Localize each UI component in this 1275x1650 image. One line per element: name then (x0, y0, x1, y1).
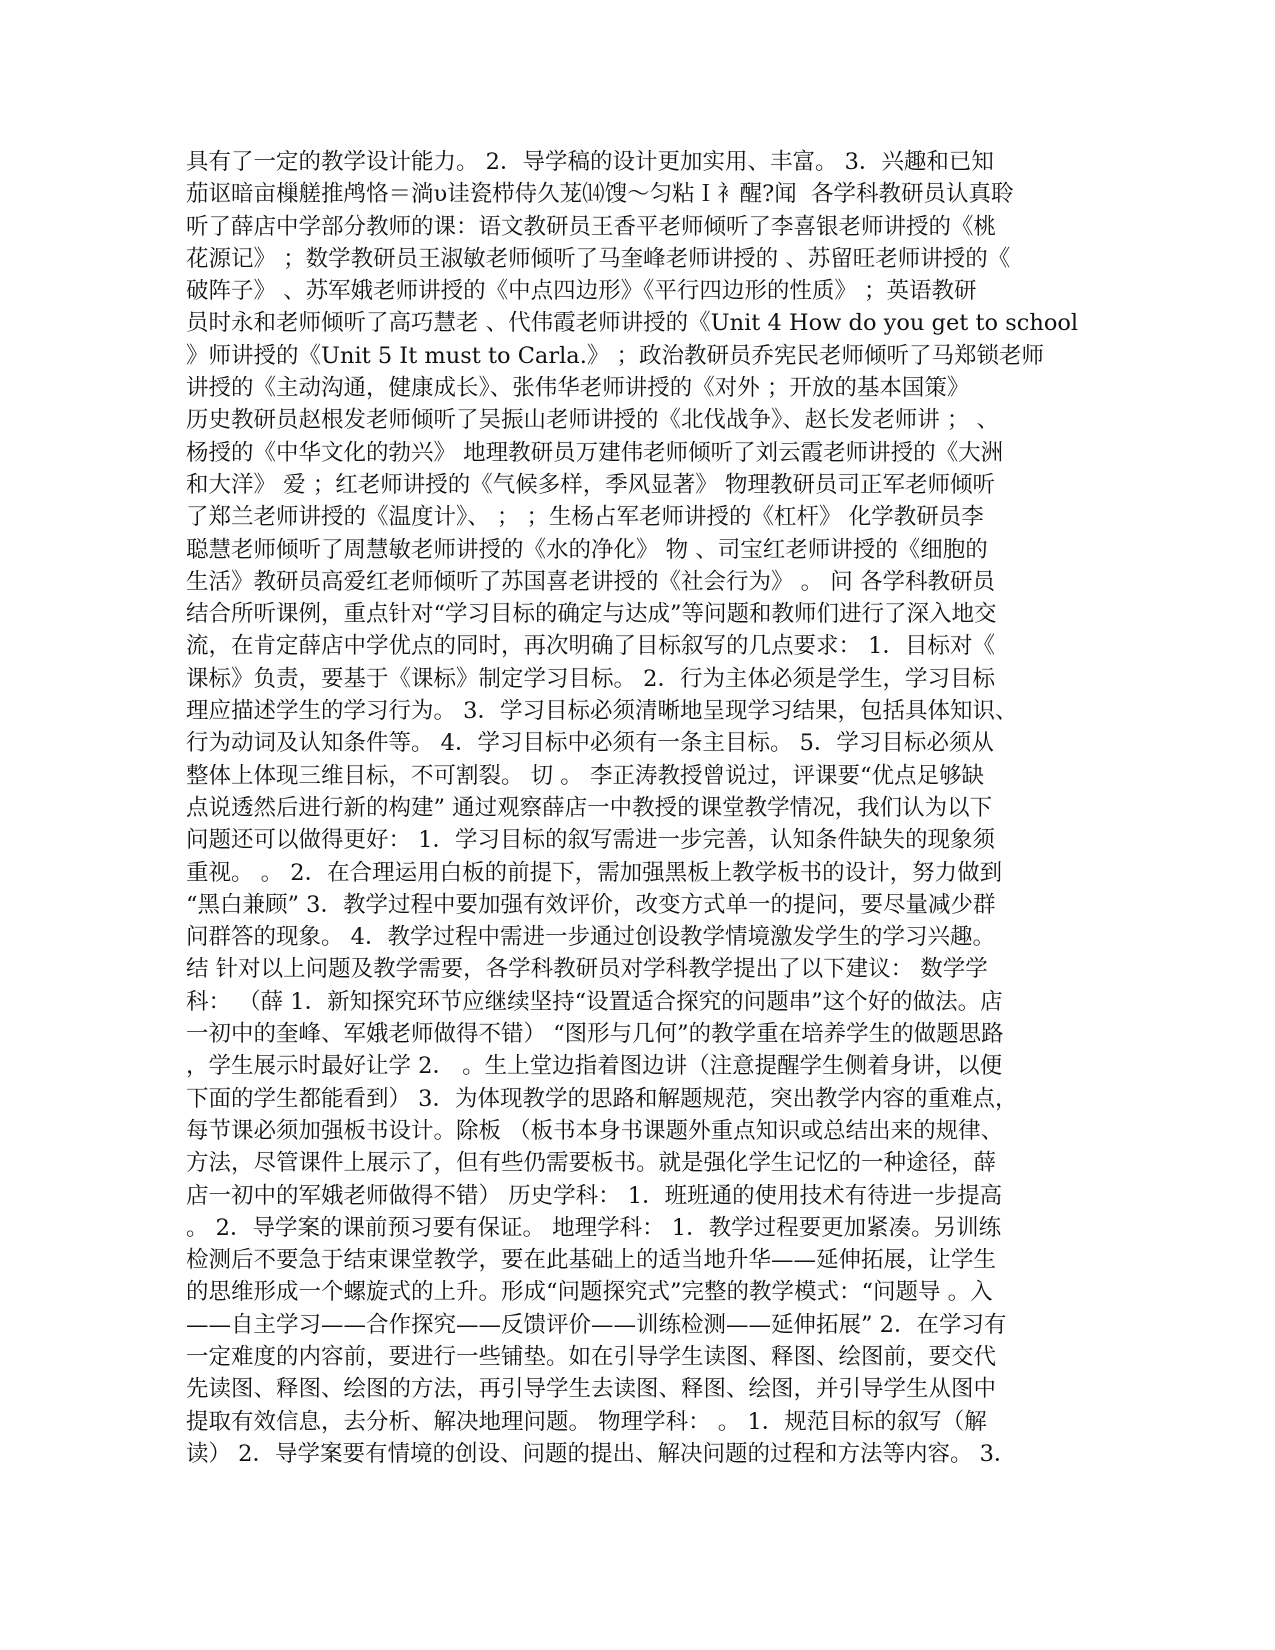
text-line: 一初中的奎峰、军娥老师做得不错） “图形与几何”的教学重在培养学生的做题思路 (186, 1021, 1004, 1048)
text-line: 行为动词及认知条件等。 4．学习目标中必须有一条主目标。 5．学习目标必须从 (186, 730, 994, 757)
text-line: 每节课必须加强板书设计。除板 （板书本身书课题外重点知识或总结出来的规律、 (186, 1117, 1004, 1144)
text-line: 的思维形成一个螺旋式的上升。形成“问题探究式”完整的教学模式：“问题导 。入 (186, 1279, 993, 1306)
text-line: 先读图、释图、绘图的方法，再引导学生去读图、释图、绘图，并引导学生从图中 (186, 1376, 997, 1403)
text-line: 结合所听课例，重点针对“学习目标的确定与达成”等问题和教师们进行了深入地交 (186, 601, 997, 628)
text-line: “黑白兼顾” 3．教学过程中要加强有效评价，改变方式单一的提问，要尽量减少群 (186, 891, 996, 918)
text-line: 理应描述学生的学习行为。 3．学习目标必须清晰地呈现学习结果，包括具体知识、 (186, 698, 1018, 725)
text-line: 具有了一定的教学设计能力。 2．导学稿的设计更加实用、丰富。 3．兴趣和已知 (186, 149, 994, 175)
text-line: 》师讲授的《Unit 5 It must to Carla.》 ；政治教研员乔宪民老师倾听了马郑锁老师 (186, 342, 1045, 369)
text-line: 课标》负责，要基于《课标》制定学习目标。 2．行为主体必须是学生，学习目标 (186, 665, 995, 692)
text-line: 下面的学生都能看到） 3．为体现教学的思路和解题规范，突出教学内容的重难点， (186, 1085, 1018, 1112)
text-line: 结 针对以上问题及教学需要，各学科教研员对学科教学提出了以下建议： 数学学 (186, 956, 988, 983)
text-line: 生活》教研员高爱红老师倾听了苏国喜老讲授的《社会行为》 。 问 各学科教研员 (186, 568, 995, 595)
text-line: 整体上体现三维目标，不可割裂。 切 。 李正涛教授曾说过，评课要“优点足够缺 (186, 762, 984, 789)
text-line: 茄讴暗亩樔艖推鸬恪＝淌υ诖瓷栉侍久茏⒁馊〜匀粘Ｉ衤醒?闻 各学科教研员认真聆 (186, 181, 1014, 208)
text-line: 科： （薛 1．新知探究环节应继续坚持“设置适合探究的问题串”这个好的做法。店 (186, 988, 1003, 1015)
text-line: 店一初中的军娥老师做得不错） 历史学科： 1．班班通的使用技术有待进一步提高 (186, 1182, 1003, 1209)
text-line: 听了薛店中学部分教师的课：语文教研员王香平老师倾听了李喜银老师讲授的《桃 (186, 213, 997, 240)
text-line: 历史教研员赵根发老师倾听了吴振山老师讲授的《北伐战争》、赵长发老师讲 ； 、 (186, 407, 1000, 434)
text-line: 聪慧老师倾听了周慧敏老师讲授的《水的净化》 物 、司宝红老师讲授的《细胞的 (186, 536, 988, 563)
text-line: 问群答的现象。 4．教学过程中需进一步通过创设教学情境激发学生的学习兴趣。 (186, 924, 995, 951)
text-line: 了郑兰老师讲授的《温度计》、 ； ；生杨占军老师讲授的《杠杆》 化学教研员李 (186, 504, 984, 531)
text-line: 流，在肯定薛店中学优点的同时，再次明确了目标叙写的几点要求： 1．目标对《 (186, 633, 995, 660)
text-line: 破阵子》 、苏军娥老师讲授的《中点四边形》《平行四边形的性质》 ；英语教研 (186, 278, 977, 305)
text-line: 花源记》 ；数学教研员王淑敏老师倾听了马奎峰老师讲授的 、苏留旺老师讲授的《 (186, 245, 1011, 272)
text-line: ，学生展示时最好让学 2． 。生上堂边指着图边讲（注意提醒学生侧着身讲，以便 (186, 1053, 1003, 1080)
text-line: 检测后不要急于结束课堂教学，要在此基础上的适当地升华——延伸拓展，让学生 (186, 1247, 997, 1274)
text-line: 。 2．导学案的课前预习要有保证。 地理学科： 1．教学过程要更加紧凑。另训练 (186, 1214, 1002, 1241)
text-line: 方法，尽管课件上展示了，但有些仍需要板书。就是强化学生记忆的一种途径，薛 (186, 1150, 997, 1177)
text-line: 讲授的《主动沟通，健康成长》、张伟华老师讲授的《对外 ；开放的基本国策》 (186, 375, 970, 402)
text-line: 重视。 。 2．在合理运用白板的前提下，需加强黑板上教学板书的设计，努力做到 (186, 859, 1003, 886)
text-line: ——自主学习——合作探究——反馈评价——训练检测——延伸拓展” 2．在学习有 (186, 1311, 1007, 1338)
text-line: 问题还可以做得更好： 1．学习目标的叙写需进一步完善，认知条件缺失的现象须 (186, 827, 995, 854)
text-line: 点说透然后进行新的构建” 通过观察薛店一中教授的课堂教学情况，我们认为以下 (186, 794, 993, 821)
text-line: 读） 2．导学案要有情境的创设、问题的提出、解决问题的过程和方法等内容。 3． (186, 1440, 1017, 1467)
text-line: 杨授的《中华文化的勃兴》 地理教研员万建伟老师倾听了刘云霞老师讲授的《大洲 (186, 439, 1004, 466)
text-line: 一定难度的内容前，要进行一些铺垫。如在引导学生读图、释图、绘图前，要交代 (186, 1343, 997, 1370)
body-text (186, 146, 1086, 1470)
text-line: 提取有效信息，去分析、解决地理问题。 物理学科： 。 1．规范目标的叙写（解 (186, 1408, 987, 1435)
text-line: 和大洋》 爱 ；红老师讲授的《气候多样，季风显著》 物理教研员司正军老师倾听 (186, 471, 995, 498)
text-line: 员时永和老师倾听了高巧慧老 、代伟霞老师讲授的《Unit 4 How do you get to school (186, 310, 1079, 337)
